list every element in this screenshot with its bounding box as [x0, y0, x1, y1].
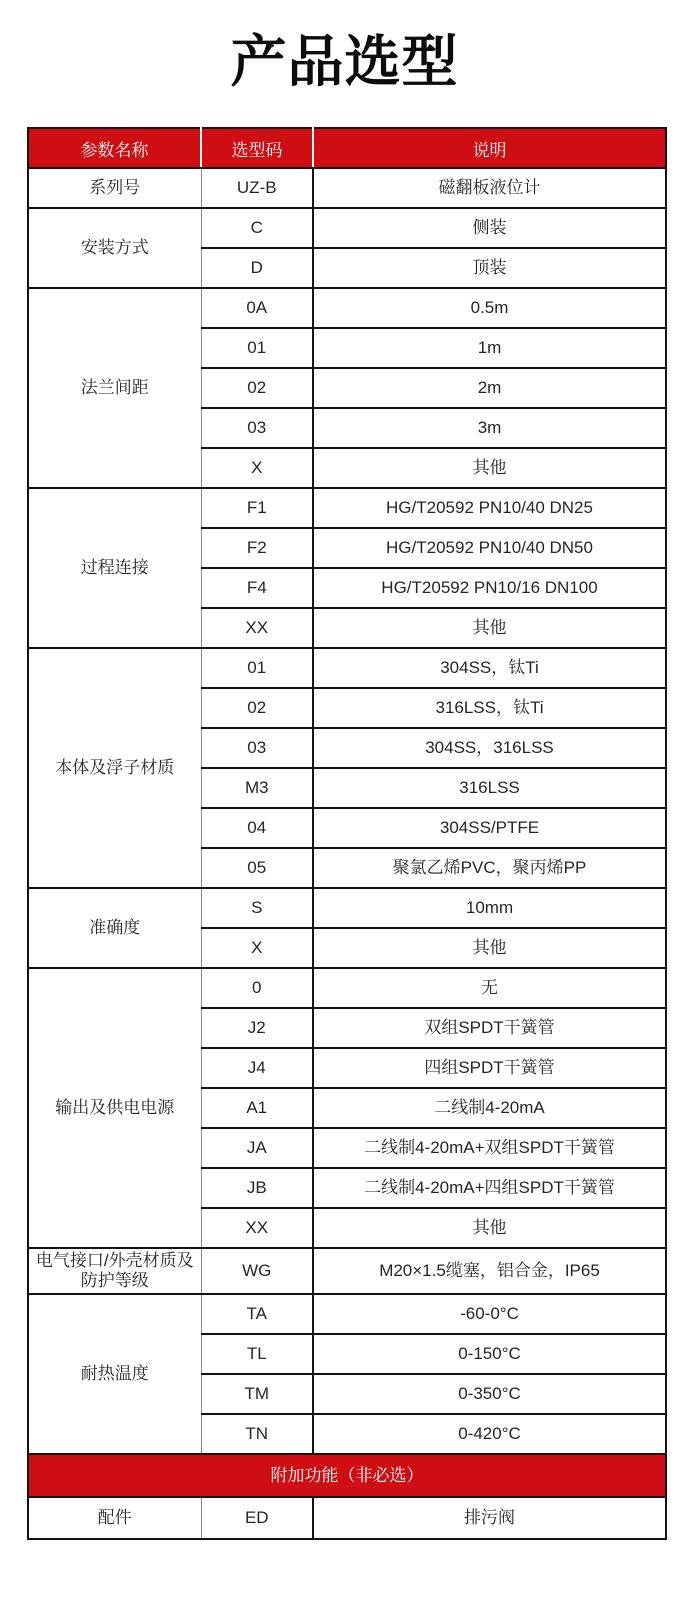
table-row [28, 648, 666, 688]
desc-cell: 无 [313, 968, 666, 1008]
param-name-cell: 配件 [28, 1497, 201, 1539]
table-row [28, 1497, 666, 1539]
param-name-cell: 安装方式 [28, 208, 201, 288]
page-title: 产品选型 [230, 30, 459, 93]
desc-cell: 304SS，钛Ti [313, 648, 666, 688]
desc-cell: 双组SPDT干簧管 [313, 1008, 666, 1048]
param-name-cell: 电气接口/外壳材质及防护等级 [28, 1248, 201, 1294]
desc-cell: -60-0°C [313, 1294, 666, 1334]
code-cell: F1 [201, 488, 313, 528]
code-cell: 01 [201, 648, 313, 688]
desc-cell: 1m [313, 328, 666, 368]
code-cell: M3 [201, 768, 313, 808]
col-header-description: 说明 [313, 128, 666, 168]
code-cell: 05 [201, 848, 313, 888]
desc-cell: M20×1.5缆塞，铝合金，IP65 [313, 1248, 666, 1294]
desc-cell: 排污阀 [313, 1497, 666, 1539]
table-body [28, 168, 666, 1539]
table-header [28, 128, 666, 168]
desc-cell: 316LSS [313, 768, 666, 808]
param-name-cell: 输出及供电电源 [28, 968, 201, 1248]
code-cell: TA [201, 1294, 313, 1334]
code-cell: X [201, 928, 313, 968]
code-cell: J2 [201, 1008, 313, 1048]
code-cell: A1 [201, 1088, 313, 1128]
param-name-cell: 本体及浮子材质 [28, 648, 201, 888]
desc-cell: 2m [313, 368, 666, 408]
desc-cell: 聚氯乙烯PVC，聚丙烯PP [313, 848, 666, 888]
code-cell: 0 [201, 968, 313, 1008]
code-cell: F2 [201, 528, 313, 568]
desc-cell: 二线制4-20mA+四组SPDT干簧管 [313, 1168, 666, 1208]
desc-cell: 其他 [313, 608, 666, 648]
table-row [28, 488, 666, 528]
code-cell: 02 [201, 368, 313, 408]
header-row [28, 128, 666, 168]
desc-cell: 二线制4-20mA [313, 1088, 666, 1128]
param-name-cell: 系列号 [28, 168, 201, 208]
code-cell: JA [201, 1128, 313, 1168]
desc-cell: HG/T20592 PN10/40 DN50 [313, 528, 666, 568]
code-cell: 03 [201, 408, 313, 448]
table-row [28, 208, 666, 248]
code-cell: F4 [201, 568, 313, 608]
table-row [28, 1294, 666, 1334]
desc-cell: 0.5m [313, 288, 666, 328]
table-row [28, 1248, 666, 1294]
desc-cell: 其他 [313, 928, 666, 968]
code-cell: TL [201, 1334, 313, 1374]
code-cell: TN [201, 1414, 313, 1454]
desc-cell: 316LSS，钛Ti [313, 688, 666, 728]
code-cell: 04 [201, 808, 313, 848]
banner-row [28, 1454, 666, 1497]
desc-cell: HG/T20592 PN10/16 DN100 [313, 568, 666, 608]
desc-cell: HG/T20592 PN10/40 DN25 [313, 488, 666, 528]
code-cell: C [201, 208, 313, 248]
desc-cell: 其他 [313, 1208, 666, 1248]
param-name-cell: 过程连接 [28, 488, 201, 648]
desc-cell: 0-420°C [313, 1414, 666, 1454]
code-cell: TM [201, 1374, 313, 1414]
table-row [28, 888, 666, 928]
desc-cell: 10mm [313, 888, 666, 928]
desc-cell: 侧装 [313, 208, 666, 248]
code-cell: XX [201, 608, 313, 648]
code-cell: S [201, 888, 313, 928]
desc-cell: 0-150°C [313, 1334, 666, 1374]
param-name-cell: 准确度 [28, 888, 201, 968]
desc-cell: 304SS，316LSS [313, 728, 666, 768]
code-cell: J4 [201, 1048, 313, 1088]
additional-features-banner: 附加功能（非必选） [28, 1454, 666, 1497]
code-cell: 02 [201, 688, 313, 728]
code-cell: WG [201, 1248, 313, 1294]
code-cell: JB [201, 1168, 313, 1208]
desc-cell: 3m [313, 408, 666, 448]
desc-cell: 顶装 [313, 248, 666, 288]
table-row [28, 968, 666, 1008]
code-cell: X [201, 448, 313, 488]
desc-cell: 磁翻板液位计 [313, 168, 666, 208]
desc-cell: 其他 [313, 448, 666, 488]
col-header-parameter-name: 参数名称 [28, 128, 201, 168]
desc-cell: 二线制4-20mA+双组SPDT干簧管 [313, 1128, 666, 1168]
code-cell: D [201, 248, 313, 288]
code-cell: 0A [201, 288, 313, 328]
code-cell: 01 [201, 328, 313, 368]
code-cell: ED [201, 1497, 313, 1539]
desc-cell: 304SS/PTFE [313, 808, 666, 848]
code-cell: UZ-B [201, 168, 313, 208]
table-row [28, 168, 666, 208]
desc-cell: 0-350°C [313, 1374, 666, 1414]
param-name-cell: 法兰间距 [28, 288, 201, 488]
table-row [28, 288, 666, 328]
desc-cell: 四组SPDT干簧管 [313, 1048, 666, 1088]
code-cell: 03 [201, 728, 313, 768]
product-selection-table [27, 127, 667, 1540]
col-header-selection-code: 选型码 [201, 128, 313, 168]
code-cell: XX [201, 1208, 313, 1248]
param-name-cell: 耐热温度 [28, 1294, 201, 1454]
